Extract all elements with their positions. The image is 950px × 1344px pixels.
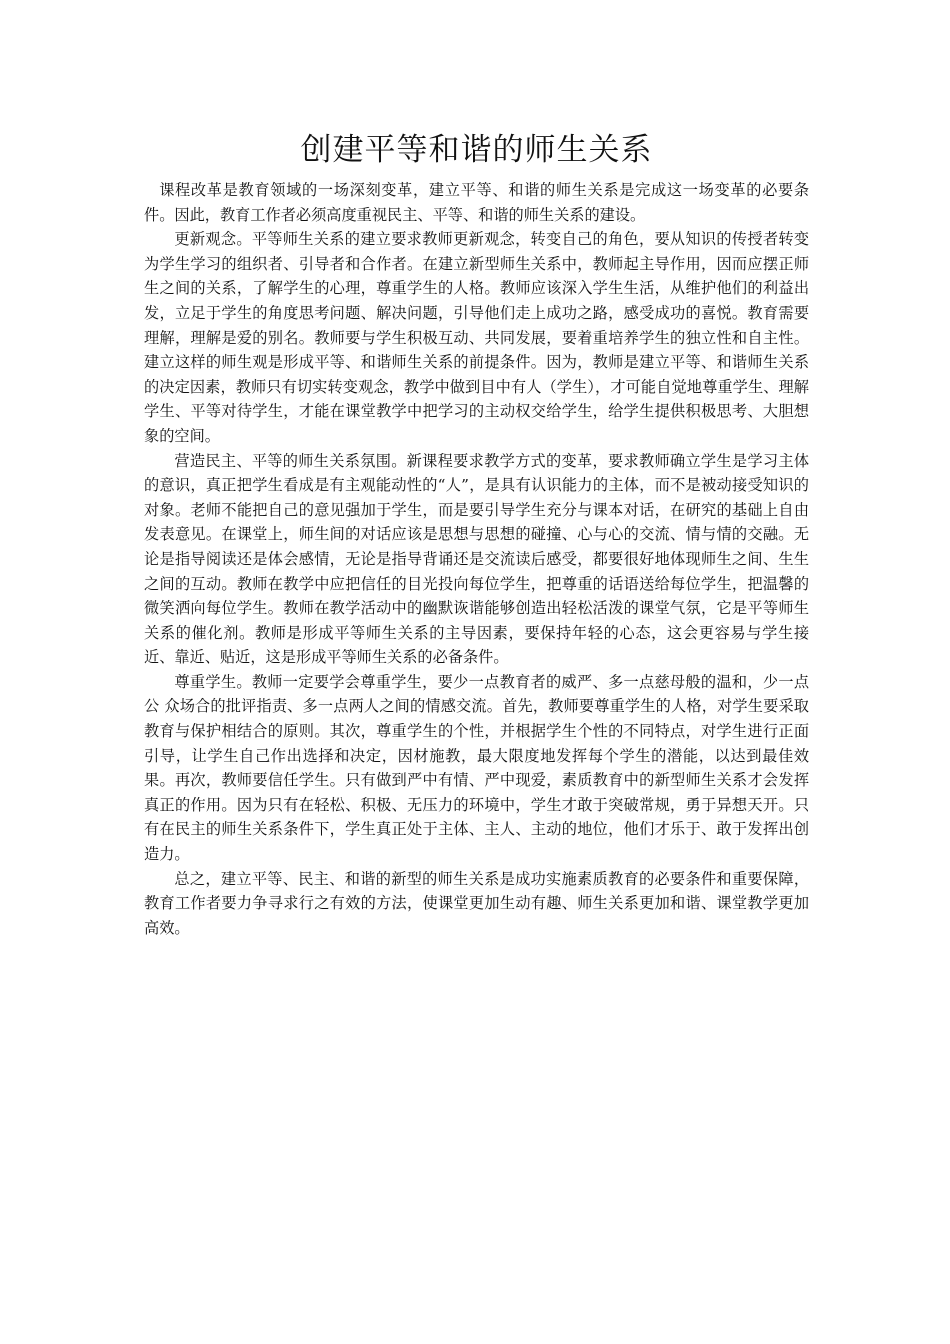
paragraph-intro: 课程改革是教育领域的一场深刻变革，建立平等、和谐的师生关系是完成这一场变革的必要条件。因此，教育工作者必须高度重视民主、平等、和谐的师生关系的建设。 xyxy=(144,181,809,224)
page-title: 创建平等和谐的师生关系 xyxy=(300,132,653,168)
paragraph-respect-students: 尊重学生。教师一定要学会尊重学生，要少一点教育者的威严、多一点慈母般的温和，少一点公 众场合的批评指责、多一点两人之间的情感交流。首先，教师要尊重学生的人格，对学生要采取教育与保护相结合的原则。其次，尊重学生的个性，并根据学生个性的不同特点，对学生进行正面引导，让学生自己作出选择和决定，因材施教，最大限度地发挥每个学生的潜能，以达到最佳效果。再次，教师要信任学生。只有做到严中有情、严中现爱，素质教育中的新型师生关系才会发挥真正的作用。因为只有在轻松、积极、无压力的环境中，学生才敢于突破常规，勇于异想天开。只有在民主的师生关系条件下，学生真正处于主体、主人、主动的地位，他们才乐于、敢于发挥出创造力。 xyxy=(144,672,809,864)
article-body xyxy=(144,128,809,940)
paragraph-conclusion: 总之，建立平等、民主、和谐的新型的师生关系是成功实施素质教育的必要条件和重要保障，教育工作者要力争寻求行之有效的方法，使课堂更加生动有趣、师生关系更加和谐、课堂教学更加高效。 xyxy=(144,869,809,937)
paragraph-democratic-atmosphere: 营造民主、平等的师生关系氛围。新课程要求教学方式的变革，要求教师确立学生是学习主体的意识，真正把学生看成是有主观能动性的“人”，是具有认识能力的主体，而不是被动接受知识的对象。老师不能把自己的意见强加于学生，而是要引导学生充分与课本对话，在研究的基础上自由发表意见。在课堂上，师生间的对话应该是思想与思想的碰撞、心与心的交流、情与情的交融。无论是指导阅读还是体会感情，无论是指导背诵还是交流读后感受，都要很好地体现师生之间、生生之间的互动。教师在教学中应把信任的目光投向每位学生，把尊重的话语送给每位学生，把温馨的微笑洒向每位学生。教师在教学活动中的幽默诙谐能够创造出轻松活泼的课堂气氛，它是平等师生关系的催化剂。教师是形成平等师生关系的主导因素，要保持年轻的心态，这会更容易与学生接近、靠近、贴近，这是形成平等师生关系的必备条件。 xyxy=(144,451,809,667)
paragraph-update-concepts: 更新观念。平等师生关系的建立要求教师更新观念，转变自己的角色，要从知识的传授者转变为学生学习的组织者、引导者和合作者。在建立新型师生关系中，教师起主导作用，因而应摆正师生之间的关系，了解学生的心理，尊重学生的人格。教师应该深入学生生活，从维护他们的利益出发，立足于学生的角度思考问题、解决问题，引导他们走上成功之路，感受成功的喜悦。教育需要理解，理解是爱的别名。教师要与学生积极互动、共同发展，要着重培养学生的独立性和自主性。建立这样的师生观是形成平等、和谐师生关系的前提条件。因为，教师是建立平等、和谐师生关系的决定因素，教师只有切实转变观念，教学中做到目中有人（学生），才可能自觉地尊重学生、理解学生、平等对待学生，才能在课堂教学中把学习的主动权交给学生，给学生提供积极思考、大胆想象的空间。 xyxy=(144,230,809,445)
